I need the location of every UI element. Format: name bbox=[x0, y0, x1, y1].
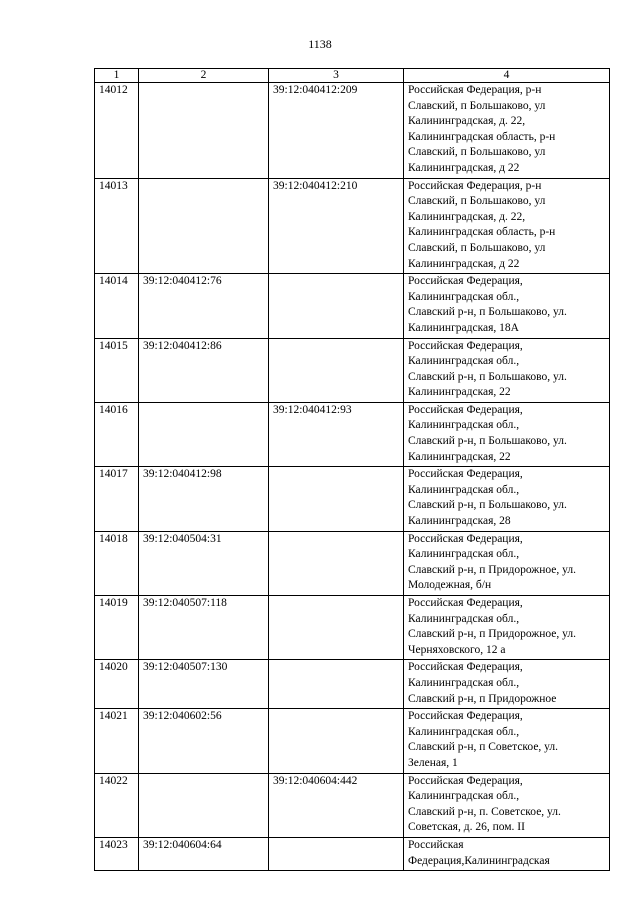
cadastral-number-col2: 39:12:040507:130 bbox=[139, 660, 269, 709]
column-header-2: 2 bbox=[139, 69, 269, 83]
address: Российская Федерация, Калининградская обл., Славский р-н, п Советское, ул. Зеленая, 1 bbox=[404, 709, 610, 773]
address: Российская Федерация, Калининградская обл., Славский р-н, п Придорожное bbox=[404, 660, 610, 709]
cadastral-number-col3: 39:12:040412:209 bbox=[269, 83, 404, 179]
cadastral-number-col2 bbox=[139, 83, 269, 179]
row-number: 14013 bbox=[95, 178, 139, 274]
address: Российская Федерация, р-н Славский, п Большаково, ул Калининградская, д. 22, Калининградская область, р-н Славский, п Большаково, ул Калининградская, д 22 bbox=[404, 178, 610, 274]
row-number: 14014 bbox=[95, 274, 139, 338]
table-header-row bbox=[95, 69, 610, 83]
row-number: 14017 bbox=[95, 467, 139, 531]
cadastral-number-col3 bbox=[269, 531, 404, 595]
row-number: 14016 bbox=[95, 402, 139, 466]
row-number: 14019 bbox=[95, 596, 139, 660]
cadastral-number-col2: 39:12:040412:86 bbox=[139, 338, 269, 402]
table-row bbox=[95, 83, 610, 179]
table-row bbox=[95, 531, 610, 595]
row-number: 14023 bbox=[95, 837, 139, 870]
row-number: 14021 bbox=[95, 709, 139, 773]
cadastral-number-col2: 39:12:040507:118 bbox=[139, 596, 269, 660]
cadastral-number-col2: 39:12:040412:98 bbox=[139, 467, 269, 531]
cadastral-number-col2: 39:12:040412:76 bbox=[139, 274, 269, 338]
page-number: 1138 bbox=[308, 37, 332, 51]
row-number: 14022 bbox=[95, 773, 139, 837]
table-row bbox=[95, 709, 610, 773]
column-header-1: 1 bbox=[95, 69, 139, 83]
row-number: 14018 bbox=[95, 531, 139, 595]
address: Российская Федерация, Калининградская обл., Славский р-н, п Большаково, ул. Калининградская, 22 bbox=[404, 338, 610, 402]
cadastral-number-col3: 39:12:040604:442 bbox=[269, 773, 404, 837]
address: Российская Федерация,Калининградская bbox=[404, 837, 610, 870]
table-row bbox=[95, 338, 610, 402]
table-row bbox=[95, 773, 610, 837]
cadastral-number-col3 bbox=[269, 596, 404, 660]
cadastral-number-col2: 39:12:040602:56 bbox=[139, 709, 269, 773]
cadastral-number-col2 bbox=[139, 402, 269, 466]
table-row bbox=[95, 837, 610, 870]
address: Российская Федерация, Калининградская обл., Славский р-н, п Большаково, ул. Калининградская, 22 bbox=[404, 402, 610, 466]
table-row bbox=[95, 660, 610, 709]
address: Российская Федерация, Калининградская обл., Славский р-н, п Большаково, ул. Калининградская, 28 bbox=[404, 467, 610, 531]
cadastral-number-col3 bbox=[269, 709, 404, 773]
row-number: 14015 bbox=[95, 338, 139, 402]
cadastral-number-col2: 39:12:040504:31 bbox=[139, 531, 269, 595]
registry-table bbox=[94, 68, 610, 871]
row-number: 14012 bbox=[95, 83, 139, 179]
cadastral-number-col3: 39:12:040412:210 bbox=[269, 178, 404, 274]
address: Российская Федерация, р-н Славский, п Большаково, ул Калининградская, д. 22, Калининградская область, р-н Славский, п Большаково, ул Калининградская, д 22 bbox=[404, 83, 610, 179]
column-header-4: 4 bbox=[404, 69, 610, 83]
cadastral-number-col2 bbox=[139, 773, 269, 837]
table-row bbox=[95, 402, 610, 466]
cadastral-number-col3 bbox=[269, 660, 404, 709]
address: Российская Федерация, Калининградская обл., Славский р-н, п. Советское, ул. Советская, д. 26, пом. II bbox=[404, 773, 610, 837]
cadastral-number-col3 bbox=[269, 274, 404, 338]
cadastral-number-col3 bbox=[269, 837, 404, 870]
cadastral-number-col3: 39:12:040412:93 bbox=[269, 402, 404, 466]
cadastral-number-col3 bbox=[269, 338, 404, 402]
cadastral-number-col3 bbox=[269, 467, 404, 531]
row-number: 14020 bbox=[95, 660, 139, 709]
table-row bbox=[95, 467, 610, 531]
address: Российская Федерация, Калининградская обл., Славский р-н, п Придорожное, ул. Черняховского, 12 а bbox=[404, 596, 610, 660]
cadastral-number-col2 bbox=[139, 178, 269, 274]
table-row bbox=[95, 274, 610, 338]
column-header-3: 3 bbox=[269, 69, 404, 83]
table-row bbox=[95, 178, 610, 274]
address: Российская Федерация, Калининградская обл., Славский р-н, п Придорожное, ул. Молодежная, б/н bbox=[404, 531, 610, 595]
table-row bbox=[95, 596, 610, 660]
address: Российская Федерация, Калининградская обл., Славский р-н, п Большаково, ул. Калининградская, 18А bbox=[404, 274, 610, 338]
cadastral-number-col2: 39:12:040604:64 bbox=[139, 837, 269, 870]
